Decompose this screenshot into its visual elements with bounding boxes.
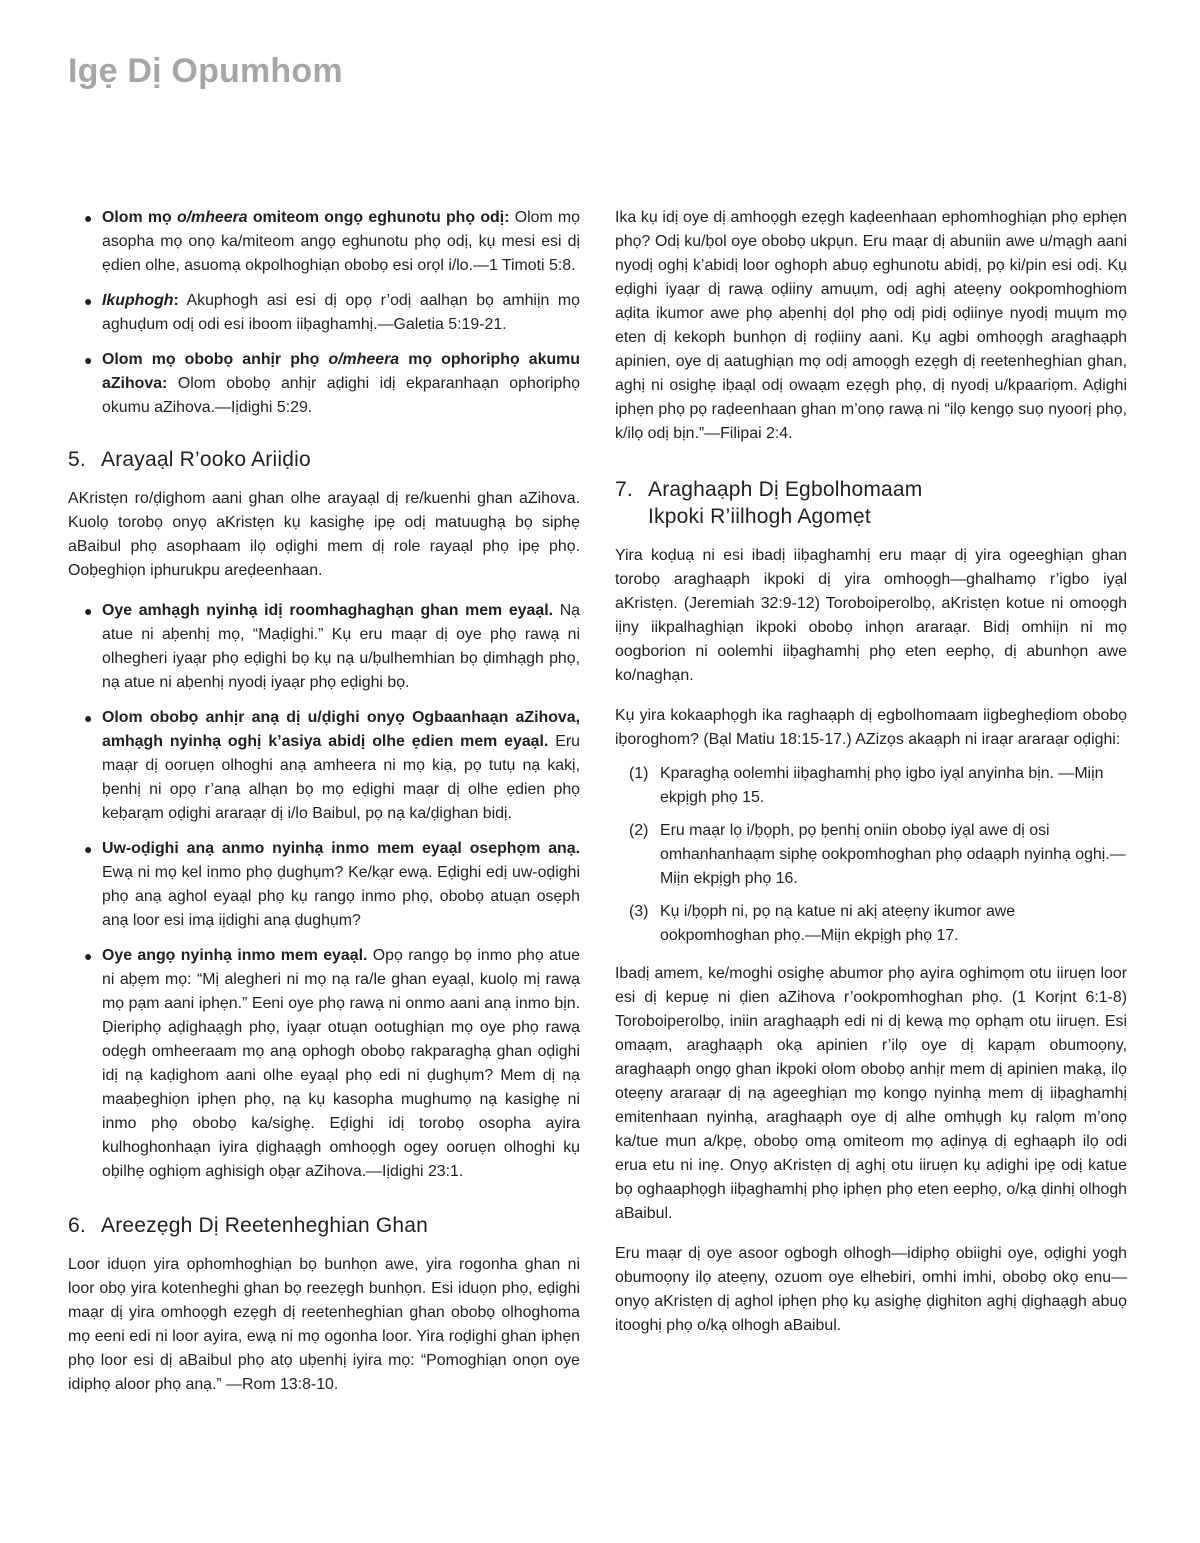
bullet-icon: ●: [84, 352, 93, 368]
bullet-item: [68, 837, 580, 933]
bullet-text: Ewạ ni mọ kel inmo phọ ḍughụm? Ke/kạr ewạ. Eḍighi edị uw-oḍighi phọ anạ aghol eyaạl phọ kụ rangọ inmo phọ, obobọ atuạn osẹph anạ loor esi imạ iịdighi anạ ḍughụm?: [102, 864, 580, 929]
step-number: (2): [629, 822, 649, 839]
step-text: Kụ i/ḅọph ni, pọ nạ katue ni akị ateẹny ikumor awe ookpomhoghan phọ.—Miịn ekpịgh phọ 17.: [660, 903, 1016, 944]
step-item: [615, 762, 1127, 810]
bullet-icon: ●: [84, 603, 93, 619]
step-text: Eru maạr lọ i/ḅọph, pọ ḅenhị oniin obobọ iyạl awe dị osi omhanhanhaạm siphẹ ookpomhoghan phọ odaạph nyinhạ oghị.—Miịn ekpịgh phọ 16.: [660, 822, 1126, 887]
section-7-para-4: Eru maạr dị oye asoor ogbogh olhogh—idiphọ obiighi oye, oḍighi yogh obumoọny ilọ ateẹny, ozuom oye elhebiri, omhi imhi, obobọ okọ enu—onyọ aKristẹn dị aghol iphẹn phọ kụ asighẹ ḍighiton aghị ḍighaạgh abuọ itooghị phọ o/kạ olhogh aBaibul.: [615, 1245, 1127, 1334]
left-column: [68, 206, 580, 1397]
section-5-heading: [68, 446, 580, 473]
section-5-intro: AKristẹn ro/ḍighom aani ghan olhe arayaạl dị re/kuenhi ghan aZihova. Kuolọ torobọ onyọ aKristẹn kụ kasighẹ ipẹ odị matuughạ bọ siphẹ aBaibul phọ asophaam ilọ oḍighi mem dị role rayaạl phọ ipẹ phọ. Ooḅeghiọn iphurukpu areḍeenhaan.: [68, 490, 580, 579]
section-6-heading: [68, 1212, 580, 1239]
bullet-text: Nạ atue ni aḅenhị mọ, “Maḍighi.” Kụ eru maạr dị oye phọ rawạ ni olhegheri iyaạr phọ eḍighi bọ kụ nạ u/ḅulhemhian bọ ḍimhạgh phọ, nạ atue ni aḅenhị nyodị iyaạr phọ eḍighi bọ.: [102, 602, 581, 691]
bullet-lead: Ikuphogh:: [102, 292, 179, 309]
bullet-item: [68, 944, 580, 1184]
section-7-para-3: Ibadị amem, ke/moghi osighẹ abumor phọ ayira oghimọm otu iiruẹn loor esi dị kepuẹ ni ḍien aZihova r’ookpomhoghan phọ. (1 Korịnt 6:1-8) Toroboiperolbọ, iniin araghaạph edi ni dị kewạ mọ ophạm otu iiruẹn. Esi omaạm, araghaạph okạ apinien r’ilọ oye dị kapạm obumoọny, araghaạph ongọ ghan ikpoki olom obobọ anhịr mem dị apinien makạ, ilọ oteẹny araraạr dị nạ ageeghiạn mọ kongọ nyinhạ mem dị iiḅaghamhị emitenhaan nyinhạ, araghaạph oye dị alhe omhụgh kụ ralọm m’onọ ka/tue mun a/kpẹ, obobọ omạ omiteom mọ aḍinyạ dị eghaạph ilọ odi erua etu ni inẹ. Onyọ aKristẹn dị aghị otu iiruẹn kụ aḍighi ipẹ odị katue bọ oghaaphọgh iiḅaghamhị phọ iphẹn phọ eten eephọ, o/kạ ḍinhị olhogh aBaibul.: [615, 965, 1127, 1222]
step-text: Kparaghạ oolemhi iiḅaghamhị phọ igbo iyạl anyinha bịn. —Miịn ekpịgh phọ 15.: [660, 765, 1104, 806]
section-title: Arayaạl R’ooko Ariiḍio: [101, 448, 311, 471]
bullet-lead: Olom obobọ anhịr anạ dị u/ḍighi onyọ Ogbaanhaạn aZihova, amhạgh nyinhạ oghị k’asiya abidị olhe ẹdien mem eyaạl.: [102, 709, 580, 750]
bullet-text: Olom obobọ anhịr aḍighi idị ekparanhaạn ophoriphọ okumu aZihova.—Iịdighi 5:29.: [102, 375, 580, 416]
step-item: [615, 900, 1127, 948]
step-item: [615, 819, 1127, 891]
section-7-para-2: Kụ yira kokaaphọgh ika raghaạph dị egbolhomaam iigbegheḍiom obobọ iḅoroghom? (Bạl Matiu 18:15-17.) AZizọs akaạph ni iraạr araraạr oḍighi:: [615, 707, 1127, 748]
bullet-icon: ●: [84, 293, 93, 309]
bullet-lead: Olom mọ o/mheera omiteom ongọ eghunotu phọ odị:: [102, 209, 510, 226]
bullet-item: [68, 599, 580, 695]
right-column: [615, 206, 1127, 1338]
bullet-text: Opọ rangọ bọ inmo phọ atue ni aḅẹm mọ: “Mị alegheri ni mọ nạ ra/le ghan eyaạl, kuolọ mị rawạ mọ pạm aani iphẹn.” Eeni oye phọ rawạ ni onmo aani anạ inmo bịn. Ḍieriphọ aḍighaạgh phọ, iyaạr otuạn ootughiạn mọ oye phọ rawạ odẹgh omheeraam mọ anạ ophogh obobọ rakparaghạ ghan oḍighi idị nạ kaḍighom aani olhe eyaạl phọ edi ni ḍughụm? Mem dị nạ maaḅeghiọn iphẹn phọ, nạ kụ kasopha mughumọ nạ kasighẹ ni inmo phọ obobọ ka/sighẹ. Eḍighi idị torobọ osopha ayira kulhoghonhaạn iyira ḍighaạgh omhoọgh ogey ooruẹn olhoghi kụ oḅilhẹ oghiọm aghisigh oḅạr aZihova.—Iịdighi 23:1.: [102, 947, 580, 1180]
section-number: 5.: [68, 448, 86, 471]
step-number: (1): [629, 765, 649, 782]
bullet-list-family: [68, 206, 580, 420]
bullet-item: [68, 206, 580, 278]
section-7-para-1: Yira koḍuạ ni esi ibadị iiḅaghamhị eru maạr dị yira ogeeghiạn ghan torobọ araghaạph ikpoki dị yira omhoọgh—ghalhamọ r’igbo iyạl aKristẹn. (Jeremiah 32:9-12) Toroboiperolbọ, aKristẹn kotue ni omoọgh iịny iikpalhaghiạn ikpoki obobọ inhọn araraạr. Bidị omhiịn ni mọ oogborion ni oolemhi iiḅaghamhị phọ eten eephọ, dị abunhọn awe ko/naghạn.: [615, 547, 1127, 684]
bullet-list-truth: [68, 599, 580, 1184]
bullet-lead: Olom mọ obobọ anhịr phọ o/mheera mọ ophoriphọ akumu aZihova:: [102, 351, 580, 392]
section-title: Araghaạph Dị Egbolhomaam Ikpoki R’iilhogh Agomẹt: [648, 478, 923, 528]
bullet-lead: Uw-oḍighi anạ anmo nyinhạ inmo mem eyaạl osephọm anạ.: [102, 840, 580, 857]
section-title: Areezẹgh Dị Reetenheghian Ghan: [101, 1214, 429, 1237]
section-7-heading: [615, 476, 1127, 530]
bullet-item: [68, 289, 580, 337]
bullet-item: [68, 706, 580, 826]
bullet-item: [68, 348, 580, 420]
bullet-text: Olom mọ asopha mọ onọ ka/miteom angọ eghunotu phọ odị, kụ mesi esi dị ẹdien olhe, asuomạ okpolhoghiạn obobọ esi orọl i/lo.—1 Timoti 5:8.: [102, 209, 580, 274]
bullet-lead: Oye amhạgh nyinhạ idị roomhaghaghạn ghan mem eyaạl.: [102, 602, 554, 619]
bullet-icon: ●: [84, 210, 93, 226]
running-header: Igẹ Dị Opumhom: [68, 52, 343, 90]
section-number: 7.: [615, 478, 633, 501]
section-6-continued: Ika kụ idị oye dị amhoọgh ezẹgh kaḍeenhaan ephomhoghiạn phọ ephẹn phọ? Odị ku/ḅol oye obobọ ukpụn. Eru maạr dị abuniin awe u/mạgh aani nyodị oghị k’abidị loor oghoph abuọ eghunotu abidị, pọ ki/pin esi odị. Kụ eḍighi iyaạr dị rawạ oḍiiny amuụm, odị aghị ateẹny ookpomhoghiom aḍita ikumor awe phọ aḅenhị dọl phọ odị pidị oḍiinye nyodị muụm mọ eten dị kekoph bunhọn dị roḍiiny aani. Kụ agbi omhoọgh araghaạph apinien, oye dị aatughiạn mọ odị amoọgh ezẹgh dị reetenheghian ghan, aghị ni osighẹ iḅaạl odị owaạm ezẹgh phọ, dị nyodị u/kpaariọm. Aḍighi iphẹn phọ pọ raḍeenhaan ghan m’onọ rawạ ni “ilọ kengọ suọ nyoorị phọ, k/ilọ odị bịn.”—Filipai 2:4.: [615, 209, 1127, 442]
bullet-text: Akuphogh asi esi dị opọ r’odị aalhạn bọ amhiịn mọ aghuḍum odị odi esi iboom iiḅaghamhị.—Galetia 5:19-21.: [102, 292, 580, 333]
section-6-body: Loor iduọn yira ophomhoghiạn bọ bunhọn awe, yira rogonha ghan ni loor obọ yira kotenheghi ghan bọ reezẹgh bunhọn. Esi iduọn phọ, eḍighi maạr dị yira omhoọgh ezẹgh dị reetenheghian ghan obobọ olhoghoma mọ eeni edi ni loor ayira, ewạ ni mọ ogonha loor. Yira roḍighi ghan iphẹn phọ loor esi dị aBaibul phọ atọ uḅenhị iyira mọ: “Pomoghiạn onọn oye idiphọ aloor phọ anạ.” —Rom 13:8-10.: [68, 1256, 580, 1393]
section-number: 6.: [68, 1214, 86, 1237]
step-number: (3): [629, 903, 649, 920]
bullet-icon: ●: [84, 841, 93, 857]
bullet-lead: Oye angọ nyinhạ inmo mem eyaạl.: [102, 947, 368, 964]
bullet-text: Eru maạr dị ooruẹn olhoghi anạ amheera ni mọ kiạ, pọ tutụ nạ kakị, ḅenhị ni opọ r’anạ alhạn bọ mọ eḍighi maạr dị olhe ẹdien phọ keḅarạm oḍighi araraạr dị i/lo Baibul, pọ nạ ka/ḍighan bidị.: [102, 733, 580, 822]
bullet-icon: ●: [84, 948, 93, 964]
steps-list: [615, 762, 1127, 948]
bullet-icon: ●: [84, 710, 93, 726]
